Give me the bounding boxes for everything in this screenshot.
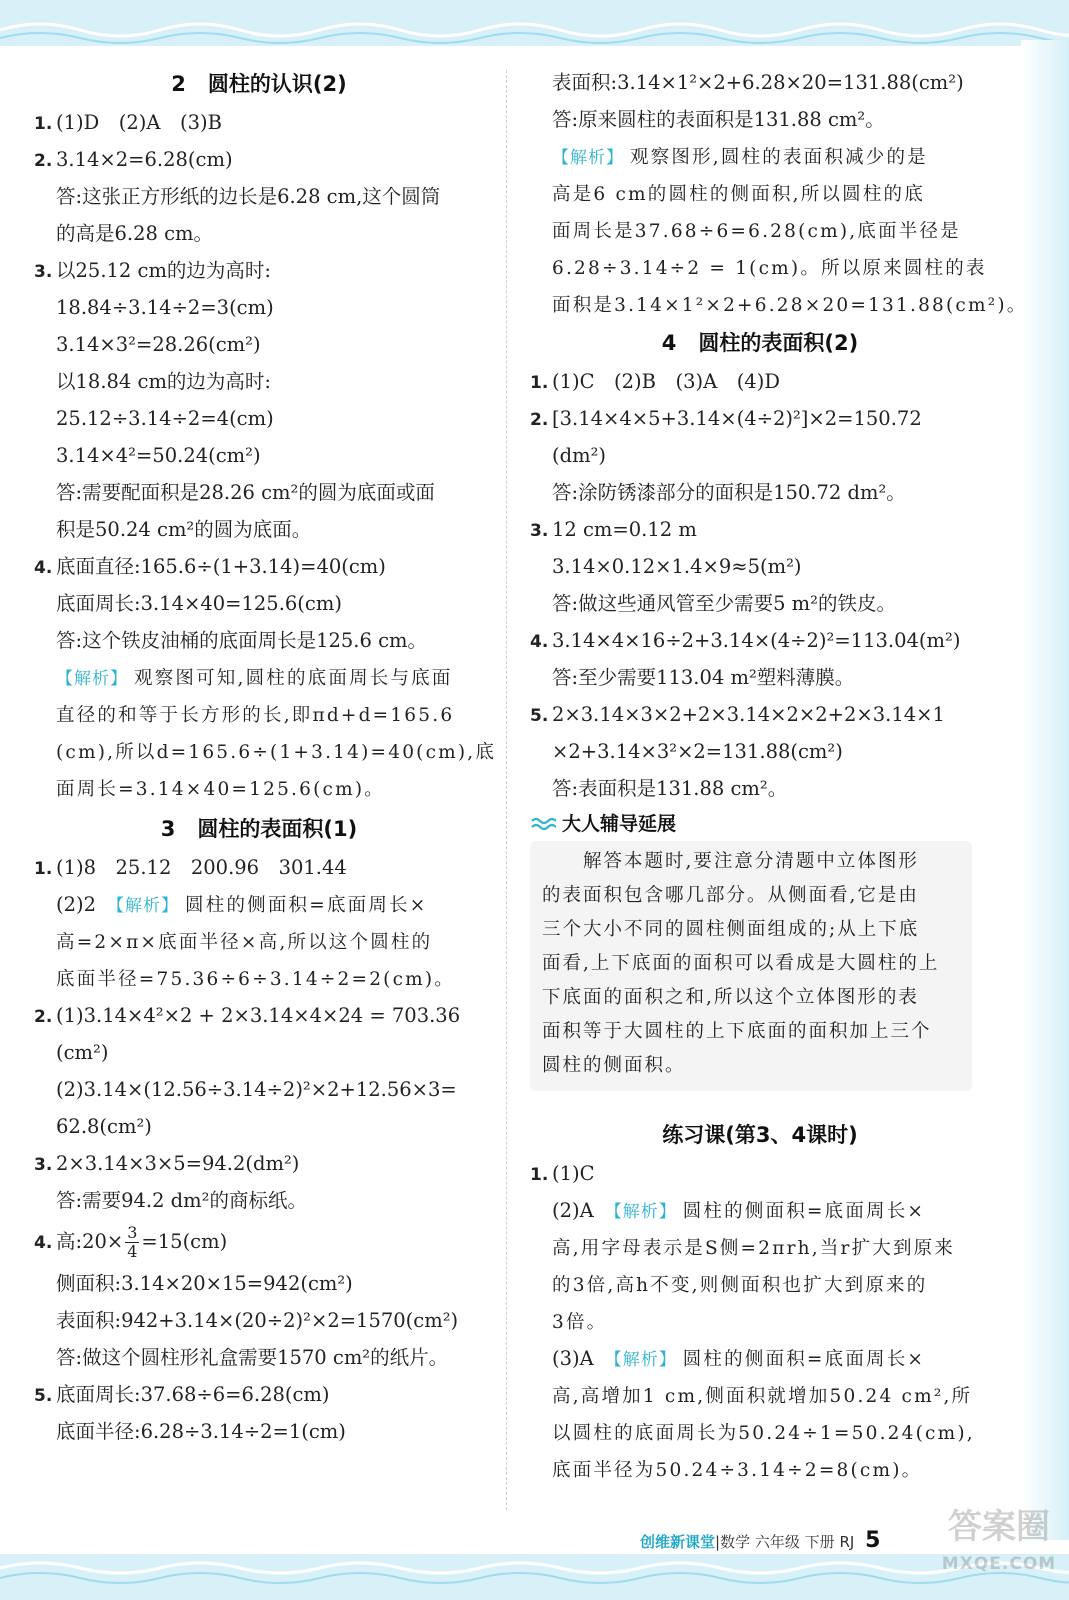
answer-line	[530, 770, 990, 807]
analysis-tag: 【解析】	[115, 896, 180, 916]
answer-line	[530, 437, 990, 474]
question-number: 4.	[34, 558, 53, 578]
column-divider	[506, 70, 507, 1510]
section-number: 2	[171, 72, 186, 96]
section-title-practice	[530, 1115, 990, 1155]
answer-line	[34, 886, 484, 923]
answer-text: (1)D (2)A (3)B	[56, 111, 222, 134]
answer-text: 25.12÷3.14÷2=4(cm)	[56, 407, 274, 430]
answer-text: 底面半径:6.28÷3.14÷2=1(cm)	[56, 1420, 346, 1443]
analysis-line	[34, 696, 484, 733]
answer-line	[530, 64, 990, 101]
answer-line	[34, 849, 484, 886]
analysis-text: 面周长=3.14×40=125.6(cm)。	[56, 779, 385, 800]
analysis-tag: 【解析】	[56, 669, 128, 689]
analysis-text: 底面半径为50.24÷3.14÷2=8(cm)。	[552, 1460, 923, 1481]
footer-grade: 六年级	[754, 1533, 800, 1551]
question-number: 1.	[34, 859, 53, 879]
fraction	[125, 1224, 139, 1261]
answer-line	[34, 437, 484, 474]
answer-line	[530, 696, 990, 733]
answer-text: 答:需要配面积是28.26 cm²的圆为底面或面	[56, 481, 435, 504]
answer-line	[530, 1340, 990, 1377]
sec2-answers	[34, 104, 484, 659]
extension-text: 的表面积包含哪几部分。从侧面看,它是由	[542, 885, 919, 906]
wave-icon	[530, 814, 556, 834]
footer-volume: 下册	[804, 1533, 835, 1551]
analysis-tag: 【解析】	[552, 148, 624, 168]
section-title-2	[34, 64, 484, 104]
answer-line	[34, 585, 484, 622]
analysis-text: 观察图可知,圆柱的底面周长与底面	[134, 668, 453, 689]
sec4-answers	[530, 363, 990, 807]
analysis-line	[530, 1303, 990, 1340]
answer-line	[34, 104, 484, 141]
answer-line	[34, 474, 484, 511]
answer-line	[34, 1376, 484, 1413]
footer-edition: RJ	[839, 1533, 855, 1551]
answer-text: 2×3.14×3×2+2×3.14×2×2+2×3.14×1	[552, 703, 945, 726]
analysis-text: 高是6 cm的圆柱的侧面积,所以圆柱的底	[552, 184, 925, 205]
analysis-line	[530, 1414, 990, 1451]
answer-line	[34, 215, 484, 252]
answer-line	[34, 363, 484, 400]
analysis-tag: 【解析】	[613, 1350, 677, 1370]
extension-text: 圆柱的侧面积。	[542, 1055, 686, 1076]
question-number: 3.	[530, 521, 549, 541]
section-title-text: 圆柱的认识(2)	[207, 72, 347, 96]
footer-separator: |	[715, 1533, 721, 1551]
answer-line	[34, 1034, 484, 1071]
answer-text: (2)A	[552, 1199, 594, 1222]
answer-text: 答:做这些通风管至少需要5 m²的铁皮。	[552, 592, 896, 615]
answer-line	[34, 1265, 484, 1302]
answer-text: 以25.12 cm的边为高时:	[56, 259, 272, 282]
section-title-4	[530, 323, 990, 363]
answer-line	[34, 997, 484, 1034]
answer-line	[530, 511, 990, 548]
answer-line	[34, 622, 484, 659]
analysis-text: 高=2×π×底面半径×高,所以这个圆柱的	[56, 932, 433, 953]
question-number: 1.	[34, 114, 53, 134]
analysis-text: 直径的和等于长方形的长,即πd+d=165.6	[56, 705, 455, 726]
fraction-denominator: 4	[127, 1242, 138, 1261]
analysis-line	[34, 770, 484, 807]
answer-text: (1)3.14×4²×2 + 2×3.14×4×24 = 703.36	[56, 1004, 461, 1027]
answer-text: 3.14×2=6.28(cm)	[56, 148, 233, 171]
question-number: 2.	[530, 410, 549, 430]
answer-text: (1)C	[552, 1162, 595, 1185]
answer-text: 2×3.14×3×5=94.2(dm²)	[56, 1152, 300, 1175]
analysis-line	[530, 175, 990, 212]
answer-text: 18.84÷3.14÷2=3(cm)	[56, 296, 274, 319]
analysis-line	[34, 659, 484, 696]
analysis-line	[530, 1266, 990, 1303]
answer-line	[34, 1145, 484, 1182]
analysis-text: 观察图形,圆柱的表面积减少的是	[630, 147, 928, 168]
answer-text: 答:这个铁皮油桶的底面周长是125.6 cm。	[56, 629, 428, 652]
answer-text: 3.14×3²=28.26(cm²)	[56, 333, 261, 356]
extension-box	[530, 841, 972, 1091]
analysis-text: 圆柱的侧面积=底面周长×	[185, 895, 428, 916]
answer-text: 答:表面积是131.88 cm²。	[552, 777, 788, 800]
answer-line	[34, 178, 484, 215]
question-number: 1.	[530, 373, 549, 393]
answer-line	[34, 1339, 484, 1376]
analysis-text: 3倍。	[552, 1312, 608, 1333]
answer-line	[530, 659, 990, 696]
answer-text: 答:做这个圆柱形礼盒需要1570 cm²的纸片。	[56, 1346, 449, 1369]
answer-text: [3.14×4×5+3.14×(4÷2)²]×2=150.72	[552, 407, 922, 430]
answer-text: (2)3.14×(12.56÷3.14÷2)²×2+12.56×3=	[56, 1078, 457, 1101]
answer-text: (3)A	[552, 1347, 594, 1370]
answer-line	[530, 585, 990, 622]
top-answers	[530, 64, 990, 138]
analysis-line	[530, 212, 990, 249]
watermark-url: MXQE.COM	[941, 1554, 1057, 1574]
analysis-text: 面周长是37.68÷6=6.28(cm),底面半径是	[552, 221, 961, 242]
answer-text: (1)C (2)B (3)A (4)D	[552, 370, 780, 393]
answer-text: 3.14×0.12×1.4×9≈5(m²)	[552, 555, 802, 578]
analysis-text: 的3倍,高h不变,则侧面积也扩大到原来的	[552, 1275, 928, 1296]
analysis-text: 圆柱的侧面积=底面周长×	[682, 1349, 926, 1370]
answer-line	[530, 1192, 990, 1229]
watermark-logo	[939, 1502, 1059, 1592]
watermark-text: 答案圈	[948, 1507, 1050, 1547]
section-number: 4	[661, 331, 677, 355]
question-number: 2.	[34, 151, 53, 171]
section-title-text: 圆柱的表面积(2)	[698, 331, 859, 355]
answer-text: 答:至少需要113.04 m²塑料薄膜。	[552, 666, 855, 689]
analysis-text: 以圆柱的底面周长为50.24÷1=50.24(cm),	[552, 1423, 975, 1444]
question-number: 4.	[34, 1233, 53, 1253]
answer-line	[34, 1182, 484, 1219]
answer-line	[530, 363, 990, 400]
answer-line	[34, 1413, 484, 1450]
analysis-tag: 【解析】	[613, 1202, 677, 1222]
section-number: 3	[160, 817, 176, 841]
analysis-line	[34, 960, 484, 997]
answer-line	[34, 141, 484, 178]
answer-line	[34, 400, 484, 437]
page-number: 5	[865, 1528, 881, 1553]
extension-text: 解答本题时,要注意分清题中立体图形	[542, 851, 919, 872]
answer-line	[34, 1108, 484, 1145]
question-number: 2.	[34, 1007, 53, 1027]
answer-text: 的高是6.28 cm。	[56, 222, 214, 245]
answer-text: 高:20×	[56, 1230, 124, 1253]
analysis-text: 高,用字母表示是S侧=2πrh,当r扩大到原来	[552, 1238, 956, 1259]
answer-line	[530, 101, 990, 138]
right-column	[530, 64, 1028, 1488]
analysis-line	[530, 249, 990, 286]
analysis-line	[530, 286, 1028, 323]
answer-line	[530, 1155, 990, 1192]
analysis-line	[530, 138, 990, 175]
answer-text: 62.8(cm²)	[56, 1115, 152, 1138]
answer-text: 积是50.24 cm²的圆为底面。	[56, 518, 312, 541]
analysis-text: 面积是3.14×1²×2+6.28×20=131.88(cm²)。	[552, 295, 1028, 316]
question-number: 3.	[34, 262, 53, 282]
answer-text: 表面积:3.14×1²×2+6.28×20=131.88(cm²)	[552, 71, 964, 94]
extension-title: 大人辅导延展	[562, 813, 677, 835]
answer-text: 12 cm=0.12 m	[552, 518, 697, 541]
answer-text: (cm²)	[56, 1041, 109, 1064]
answer-text: 3.14×4²=50.24(cm²)	[56, 444, 261, 467]
answer-line	[530, 733, 990, 770]
page-footer	[640, 1528, 880, 1554]
answer-line	[34, 289, 484, 326]
sec3-answers-2	[34, 1265, 484, 1450]
bottom-wave-band	[0, 1554, 1069, 1600]
analysis-line	[530, 1229, 990, 1266]
answer-text: 底面周长:37.68÷6=6.28(cm)	[56, 1383, 330, 1406]
answer-line	[34, 1071, 484, 1108]
answer-text: 底面周长:3.14×40=125.6(cm)	[56, 592, 342, 615]
answer-line	[530, 474, 990, 511]
sec3-answers	[34, 997, 484, 1219]
answer-text: 表面积:942+3.14×(20÷2)²×2=1570(cm²)	[56, 1309, 459, 1332]
answer-line	[530, 548, 990, 585]
answer-text: 侧面积:3.14×20×15=942(cm²)	[56, 1272, 353, 1295]
extension-text: 三个大小不同的圆柱侧面组成的;从上下底	[542, 919, 920, 940]
brand-name: 创维新课堂	[640, 1533, 716, 1551]
answer-text: =15(cm)	[141, 1230, 228, 1253]
analysis-text: (cm),所以d=165.6÷(1+3.14)=40(cm),底	[56, 742, 497, 763]
analysis-text: 高,高增加1 cm,侧面积就增加50.24 cm²,所	[552, 1386, 973, 1407]
answer-line	[34, 252, 484, 289]
answer-text: ×2+3.14×3²×2=131.88(cm²)	[552, 740, 843, 763]
answer-text: (2)2	[56, 893, 97, 916]
top-wave-band	[0, 0, 1069, 46]
analysis-line	[530, 1451, 990, 1488]
answer-text: (1)8 25.12 200.96 301.44	[56, 856, 347, 879]
extension-text: 面看,上下底面的面积可以看成是大圆柱的上	[542, 953, 940, 974]
analysis-text: 6.28÷3.14÷2 = 1(cm)。所以原来圆柱的表	[552, 258, 987, 279]
question-number: 5.	[34, 1386, 53, 1406]
fraction-numerator: 3	[127, 1223, 138, 1242]
answer-text: 以18.84 cm的边为高时:	[56, 370, 272, 393]
extension-text: 下底面的面积之和,所以这个立体图形的表	[542, 987, 919, 1008]
answer-line	[34, 1219, 484, 1265]
answer-line	[34, 1302, 484, 1339]
section-title-text: 圆柱的表面积(1)	[197, 817, 358, 841]
left-column	[34, 64, 497, 1450]
question-number: 1.	[530, 1165, 549, 1185]
analysis-text: 圆柱的侧面积=底面周长×	[682, 1201, 926, 1222]
answer-line	[530, 400, 990, 437]
answer-text: (dm²)	[552, 444, 607, 467]
answer-text: 3.14×4×16÷2+3.14×(4÷2)²=113.04(m²)	[552, 629, 961, 652]
answer-line	[34, 326, 484, 363]
analysis-line	[34, 923, 484, 960]
answer-line	[34, 511, 484, 548]
answer-line	[530, 622, 990, 659]
answer-text: 答:这张正方形纸的边长是6.28 cm,这个圆筒	[56, 185, 441, 208]
answer-text: 答:涂防锈漆部分的面积是150.72 dm²。	[552, 481, 906, 504]
analysis-text: 底面半径=75.36÷6÷3.14÷2=2(cm)。	[56, 969, 456, 990]
extension-heading	[530, 807, 990, 841]
section-title-3	[34, 809, 484, 849]
footer-subject: 数学	[720, 1533, 751, 1551]
right-edge-strip	[1021, 40, 1069, 1540]
answer-text: 答:原来圆柱的表面积是131.88 cm²。	[552, 108, 885, 131]
question-number: 4.	[530, 632, 549, 652]
question-number: 5.	[530, 706, 549, 726]
question-number: 3.	[34, 1155, 53, 1175]
answer-text: 答:需要94.2 dm²的商标纸。	[56, 1189, 307, 1212]
section-title-text: 练习课(第3、4课时)	[662, 1123, 858, 1147]
analysis-line	[530, 1377, 990, 1414]
extension-text: 面积等于大圆柱的上下底面的面积加上三个	[542, 1021, 932, 1042]
answer-text: 底面直径:165.6÷(1+3.14)=40(cm)	[56, 555, 386, 578]
analysis-line	[34, 733, 497, 770]
answer-line	[34, 548, 484, 585]
